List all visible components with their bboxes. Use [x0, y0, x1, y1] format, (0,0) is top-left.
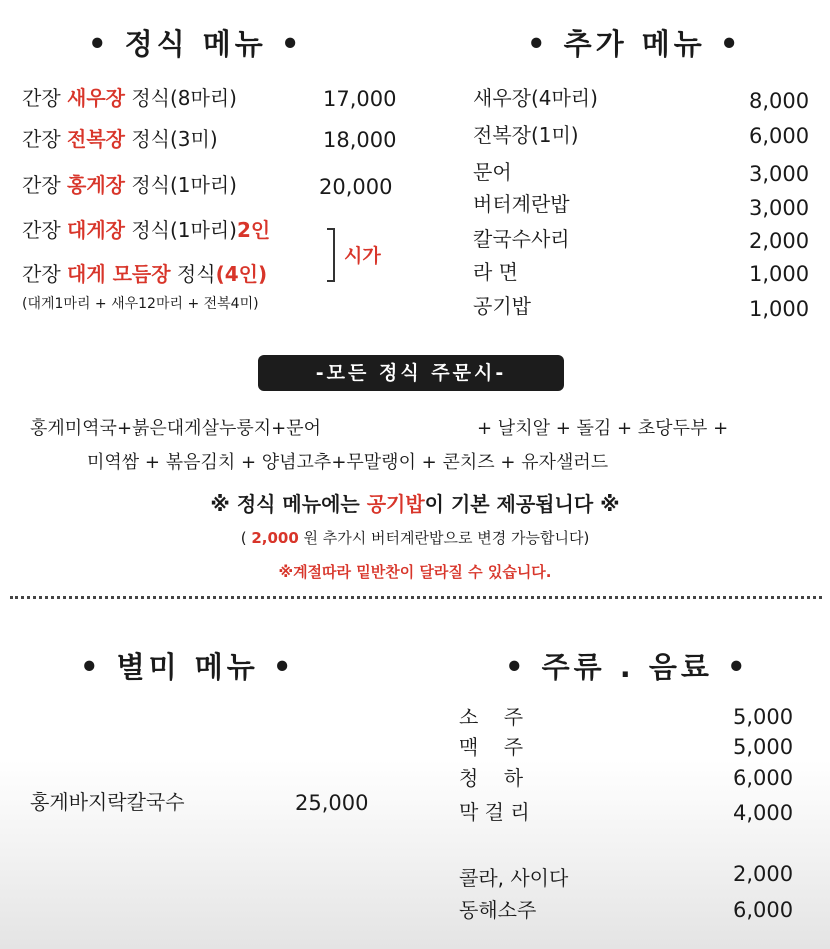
extra-menu-item: 전복장(1미) [473, 123, 579, 147]
extra-menu-price: 8,000 [749, 89, 810, 113]
set-menu-item: 간장 대게장 정식(1마리)2인 [22, 218, 271, 242]
all-set-order-banner: -모든 정식 주문시- [258, 355, 564, 391]
set-menu-price: 20,000 [319, 175, 393, 199]
set-menu-price: 17,000 [323, 87, 397, 111]
set-menu-item: 간장 새우장 정식(8마리) [22, 86, 237, 110]
set-menu-item: 간장 홍게장 정식(1마리) [22, 173, 237, 197]
side-dishes-line1-left: 홍게미역국+붉은대게살누룽지+문어 [30, 418, 321, 439]
extra-menu-item: 새우장(4마리) [473, 86, 598, 110]
extra-menu-price: 3,000 [749, 162, 810, 186]
drink-item: 콜라, 사이다 [459, 866, 569, 890]
drink-price: 5,000 [733, 705, 794, 729]
set-menu-item: 간장 전복장 정식(3미) [22, 127, 218, 151]
special-menu-price: 25,000 [295, 791, 369, 815]
set-menu-title: • 정식 메뉴 • [88, 27, 304, 61]
drink-item: 동해소주 [459, 898, 537, 922]
drinks-title: • 주류 . 음료 • [505, 650, 750, 684]
extra-menu-item: 칼국수사리 [473, 227, 570, 251]
set-menu-price: 18,000 [323, 128, 397, 152]
extra-menu-title: • 추가 메뉴 • [527, 27, 743, 61]
upgrade-note: ( 2,000 원 추가시 버터계란밥으로 변경 가능합니다) [240, 529, 590, 547]
set-menu-item: 간장 대게 모듬장 정식(4인) [22, 262, 268, 286]
section-divider [10, 596, 822, 599]
extra-menu-item: 공기밥 [473, 294, 531, 318]
extra-menu-item: 라 면 [473, 260, 518, 284]
rice-note: ※ 정식 메뉴에는 공기밥이 기본 제공됩니다 ※ [210, 492, 620, 516]
drink-price: 2,000 [733, 862, 794, 886]
side-dishes-line1-right: + 날치알 + 돌김 + 초당두부 + [477, 418, 729, 439]
drink-price: 4,000 [733, 801, 794, 825]
drink-price: 5,000 [733, 735, 794, 759]
drink-item: 맥 주 [459, 735, 524, 759]
extra-menu-price: 1,000 [749, 262, 810, 286]
market-price-bracket [327, 228, 335, 282]
extra-menu-price: 2,000 [749, 229, 810, 253]
special-menu-item: 홍게바지락칼국수 [30, 790, 185, 814]
extra-menu-price: 1,000 [749, 297, 810, 321]
extra-menu-item: 문어 [473, 160, 512, 184]
extra-menu-price: 3,000 [749, 196, 810, 220]
drink-item: 소 주 [459, 705, 524, 729]
market-price-label: 시가 [344, 245, 381, 267]
side-dishes-line2: 미역쌈 + 볶음김치 + 양념고추+무말랭이 + 콘치즈 + 유자샐러드 [87, 452, 609, 473]
drink-price: 6,000 [733, 898, 794, 922]
special-menu-title: • 별미 메뉴 • [80, 650, 296, 684]
drink-item: 막 걸 리 [459, 800, 530, 824]
drink-price: 6,000 [733, 766, 794, 790]
extra-menu-price: 6,000 [749, 124, 810, 148]
season-note: ※계절따라 밑반찬이 달라질 수 있습니다. [278, 563, 552, 581]
extra-menu-item: 버터계란밥 [473, 192, 570, 216]
drink-item: 청 하 [459, 766, 524, 790]
set-menu-note: (대게1마리 + 새우12마리 + 전복4미) [22, 296, 259, 312]
